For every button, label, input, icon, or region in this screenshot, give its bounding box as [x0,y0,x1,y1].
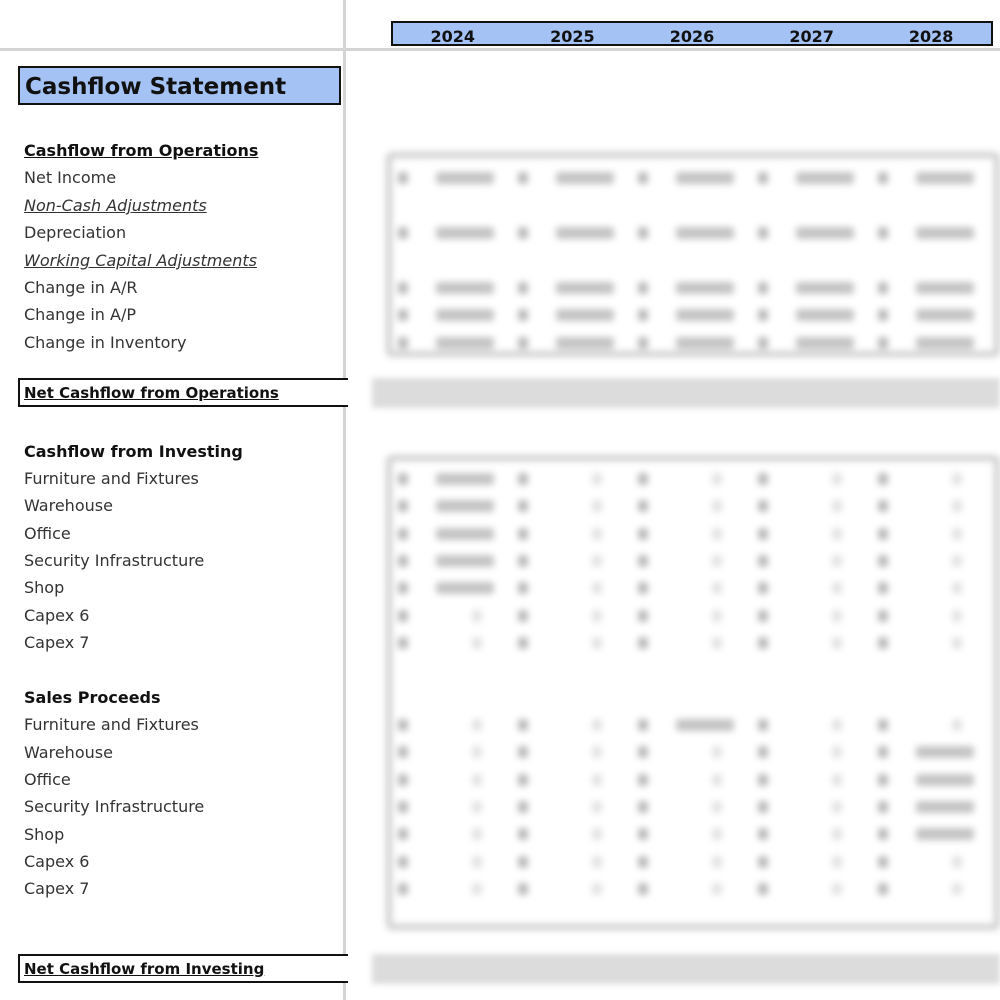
row-label-investing[interactable]: Office [24,524,71,543]
blurred-value-cell[interactable] [832,555,842,567]
row-label-depreciation[interactable]: Depreciation [24,223,127,242]
blurred-currency-mark [878,500,888,512]
blurred-value-cell[interactable] [592,801,602,813]
page-title[interactable]: Cashflow Statement [18,66,341,105]
blurred-currency-mark [758,309,768,321]
blurred-value-cell[interactable] [952,555,962,567]
blurred-currency-mark [638,309,648,321]
total-operations-label[interactable]: Net Cashflow from Operations [18,378,348,407]
section-header-sales-proceeds[interactable]: Sales Proceeds [24,688,161,707]
blurred-value-cell[interactable] [592,610,602,622]
total-operations-values[interactable] [372,378,1000,408]
blurred-currency-mark [638,582,648,594]
blurred-value-cell[interactable] [712,883,722,895]
blurred-currency-mark [518,227,528,239]
blurred-value-cell[interactable] [832,774,842,786]
blurred-currency-mark [878,746,888,758]
blurred-currency-mark [758,227,768,239]
blurred-currency-mark [878,282,888,294]
blurred-value-cell[interactable] [796,337,854,349]
blurred-value-cell[interactable] [796,227,854,239]
blurred-value-cell[interactable] [472,637,482,649]
total-investing-label[interactable]: Net Cashflow from Investing [18,954,348,983]
blurred-currency-mark [758,856,768,868]
blurred-currency-mark [518,719,528,731]
blurred-value-cell[interactable] [592,883,602,895]
blurred-currency-mark [398,500,408,512]
blurred-currency-mark [518,172,528,184]
blurred-value-cell[interactable] [556,227,614,239]
row-label-sales[interactable]: Office [24,770,71,789]
row-label-investing[interactable]: Warehouse [24,496,113,515]
blurred-value-cell[interactable] [436,337,494,349]
blurred-value-cell[interactable] [796,172,854,184]
blurred-value-cell[interactable] [556,309,614,321]
blurred-value-cell[interactable] [592,582,602,594]
section-header-investing[interactable]: Cashflow from Investing [24,442,243,461]
blurred-currency-mark [398,719,408,731]
blurred-currency-mark [878,528,888,540]
blurred-value-cell[interactable] [472,856,482,868]
blurred-currency-mark [398,637,408,649]
blurred-currency-mark [638,637,648,649]
blurred-value-cell[interactable] [676,282,734,294]
blurred-value-cell[interactable] [952,719,962,731]
row-label-net-income[interactable]: Net Income [24,168,117,187]
blurred-value-cell[interactable] [592,746,602,758]
blurred-currency-mark [758,282,768,294]
blurred-currency-mark [758,883,768,895]
blurred-currency-mark [638,473,648,485]
blurred-currency-mark [398,555,408,567]
blurred-currency-mark [758,555,768,567]
blurred-value-cell[interactable] [712,473,722,485]
investing-values-blurred[interactable] [386,455,1000,930]
blurred-value-cell[interactable] [952,637,962,649]
blurred-currency-mark [878,473,888,485]
blurred-currency-mark [758,637,768,649]
subsection-working-capital[interactable]: Working Capital Adjustments [24,251,257,270]
blurred-value-cell[interactable] [436,282,494,294]
blurred-value-cell[interactable] [832,719,842,731]
blurred-currency-mark [758,528,768,540]
blurred-value-cell[interactable] [712,610,722,622]
blurred-value-cell[interactable] [592,473,602,485]
blurred-value-cell[interactable] [472,828,482,840]
blurred-currency-mark [638,856,648,868]
blurred-currency-mark [878,337,888,349]
blurred-value-cell[interactable] [712,856,722,868]
year-header-cell[interactable]: 2024 [430,27,476,46]
blurred-value-cell[interactable] [436,227,494,239]
blurred-value-cell[interactable] [952,883,962,895]
blurred-value-cell[interactable] [916,746,974,758]
blurred-currency-mark [878,856,888,868]
row-label-change-inventory[interactable]: Change in Inventory [24,333,187,352]
row-label-investing[interactable]: Shop [24,578,65,597]
blurred-currency-mark [398,582,408,594]
blurred-currency-mark [518,582,528,594]
row-label-investing[interactable]: Capex 7 [24,633,90,652]
blurred-currency-mark [638,528,648,540]
blurred-currency-mark [638,801,648,813]
blurred-value-cell[interactable] [676,719,734,731]
blurred-value-cell[interactable] [592,856,602,868]
operations-values-blurred[interactable] [386,152,1000,357]
row-label-sales[interactable]: Warehouse [24,743,113,762]
blurred-value-cell[interactable] [592,774,602,786]
blurred-currency-mark [398,473,408,485]
blurred-value-cell[interactable] [832,883,842,895]
blurred-currency-mark [638,227,648,239]
year-header-cell[interactable]: 2026 [669,27,715,46]
blurred-value-cell[interactable] [832,801,842,813]
row-label-investing[interactable]: Capex 6 [24,606,90,625]
row-label-investing[interactable]: Security Infrastructure [24,551,205,570]
year-header-row [391,21,993,46]
blurred-currency-mark [398,282,408,294]
subsection-non-cash[interactable]: Non-Cash Adjustments [24,196,207,215]
blurred-value-cell[interactable] [676,227,734,239]
blurred-value-cell[interactable] [436,172,494,184]
blurred-value-cell[interactable] [832,856,842,868]
blurred-currency-mark [398,746,408,758]
blurred-value-cell[interactable] [592,719,602,731]
blurred-currency-mark [638,883,648,895]
blurred-currency-mark [878,774,888,786]
blurred-value-cell[interactable] [952,856,962,868]
blurred-value-cell[interactable] [436,473,494,485]
total-investing-values[interactable] [372,954,1000,984]
blurred-value-cell[interactable] [676,172,734,184]
blurred-value-cell[interactable] [592,637,602,649]
year-header-cell[interactable]: 2025 [550,27,595,46]
blurred-currency-mark [398,610,408,622]
blurred-currency-mark [518,883,528,895]
blurred-value-cell[interactable] [712,801,722,813]
blurred-currency-mark [518,309,528,321]
blurred-currency-mark [758,337,768,349]
blurred-currency-mark [638,610,648,622]
blurred-value-cell[interactable] [712,828,722,840]
blurred-value-cell[interactable] [832,828,842,840]
blurred-currency-mark [758,719,768,731]
blurred-value-cell[interactable] [832,746,842,758]
blurred-value-cell[interactable] [592,500,602,512]
blurred-value-cell[interactable] [916,172,974,184]
blurred-value-cell[interactable] [916,774,974,786]
blurred-currency-mark [518,473,528,485]
blurred-value-cell[interactable] [712,555,722,567]
blurred-currency-mark [758,801,768,813]
blurred-value-cell[interactable] [796,309,854,321]
blurred-value-cell[interactable] [952,582,962,594]
blurred-value-cell[interactable] [436,528,494,540]
blurred-value-cell[interactable] [832,610,842,622]
blurred-currency-mark [758,582,768,594]
blurred-currency-mark [518,528,528,540]
blurred-currency-mark [518,337,528,349]
blurred-currency-mark [758,774,768,786]
blurred-currency-mark [758,746,768,758]
blurred-value-cell[interactable] [436,582,494,594]
blurred-value-cell[interactable] [472,774,482,786]
blurred-value-cell[interactable] [916,801,974,813]
year-header-cell[interactable]: 2027 [789,27,834,46]
blurred-value-cell[interactable] [556,337,614,349]
blurred-currency-mark [878,719,888,731]
blurred-currency-mark [638,337,648,349]
blurred-currency-mark [638,500,648,512]
blurred-currency-mark [518,746,528,758]
blurred-currency-mark [638,282,648,294]
blurred-currency-mark [878,801,888,813]
blurred-value-cell[interactable] [556,282,614,294]
row-label-sales[interactable]: Capex 7 [24,879,90,898]
blurred-currency-mark [878,582,888,594]
blurred-value-cell[interactable] [712,500,722,512]
blurred-value-cell[interactable] [712,637,722,649]
blurred-currency-mark [758,500,768,512]
blurred-currency-mark [398,309,408,321]
blurred-value-cell[interactable] [952,528,962,540]
blurred-value-cell[interactable] [916,282,974,294]
blurred-value-cell[interactable] [832,473,842,485]
blurred-value-cell[interactable] [916,337,974,349]
blurred-currency-mark [398,528,408,540]
blurred-value-cell[interactable] [676,309,734,321]
blurred-currency-mark [758,828,768,840]
blurred-value-cell[interactable] [712,582,722,594]
blurred-value-cell[interactable] [952,610,962,622]
blurred-currency-mark [878,227,888,239]
blurred-currency-mark [518,856,528,868]
frozen-row-divider [0,48,1000,51]
blurred-value-cell[interactable] [436,500,494,512]
blurred-currency-mark [758,172,768,184]
blurred-currency-mark [638,719,648,731]
row-label-sales[interactable]: Capex 6 [24,852,90,871]
row-label-change-ar[interactable]: Change in A/R [24,278,138,297]
blurred-value-cell[interactable] [712,746,722,758]
blurred-currency-mark [518,282,528,294]
blurred-currency-mark [518,774,528,786]
blurred-currency-mark [398,801,408,813]
blurred-value-cell[interactable] [556,172,614,184]
blurred-value-cell[interactable] [472,746,482,758]
blurred-value-cell[interactable] [436,309,494,321]
blurred-currency-mark [518,610,528,622]
blurred-currency-mark [878,610,888,622]
blurred-value-cell[interactable] [916,828,974,840]
blurred-value-cell[interactable] [592,828,602,840]
blurred-currency-mark [878,883,888,895]
blurred-currency-mark [518,637,528,649]
blurred-currency-mark [878,637,888,649]
frozen-column-divider [343,0,346,1000]
year-header-cell[interactable]: 2028 [908,27,954,46]
row-label-investing[interactable]: Furniture and Fixtures [24,469,199,488]
blurred-currency-mark [398,883,408,895]
blurred-value-cell[interactable] [592,528,602,540]
row-label-sales[interactable]: Security Infrastructure [24,797,205,816]
section-header-operations[interactable]: Cashflow from Operations [24,141,259,160]
blurred-value-cell[interactable] [832,582,842,594]
blurred-value-cell[interactable] [676,337,734,349]
blurred-currency-mark [398,774,408,786]
blurred-value-cell[interactable] [472,801,482,813]
blurred-value-cell[interactable] [952,500,962,512]
blurred-value-cell[interactable] [712,528,722,540]
blurred-value-cell[interactable] [832,637,842,649]
blurred-currency-mark [638,828,648,840]
blurred-value-cell[interactable] [436,555,494,567]
blurred-value-cell[interactable] [832,500,842,512]
blurred-currency-mark [518,500,528,512]
blurred-value-cell[interactable] [796,282,854,294]
blurred-currency-mark [758,473,768,485]
blurred-value-cell[interactable] [472,610,482,622]
blurred-currency-mark [758,610,768,622]
blurred-currency-mark [398,227,408,239]
blurred-currency-mark [398,337,408,349]
blurred-currency-mark [878,172,888,184]
blurred-currency-mark [878,828,888,840]
blurred-currency-mark [398,172,408,184]
blurred-value-cell[interactable] [472,719,482,731]
blurred-currency-mark [398,828,408,840]
blurred-currency-mark [638,746,648,758]
blurred-currency-mark [518,801,528,813]
blurred-value-cell[interactable] [592,555,602,567]
blurred-currency-mark [638,172,648,184]
blurred-currency-mark [518,828,528,840]
blurred-currency-mark [398,856,408,868]
blurred-value-cell[interactable] [916,309,974,321]
blurred-currency-mark [518,555,528,567]
blurred-value-cell[interactable] [952,473,962,485]
blurred-value-cell[interactable] [916,227,974,239]
blurred-value-cell[interactable] [832,528,842,540]
blurred-value-cell[interactable] [472,883,482,895]
row-label-sales[interactable]: Furniture and Fixtures [24,715,199,734]
blurred-value-cell[interactable] [712,774,722,786]
blurred-currency-mark [878,309,888,321]
row-label-sales[interactable]: Shop [24,825,65,844]
blurred-currency-mark [638,774,648,786]
blurred-currency-mark [878,555,888,567]
row-label-change-ap[interactable]: Change in A/P [24,305,136,324]
blurred-currency-mark [638,555,648,567]
